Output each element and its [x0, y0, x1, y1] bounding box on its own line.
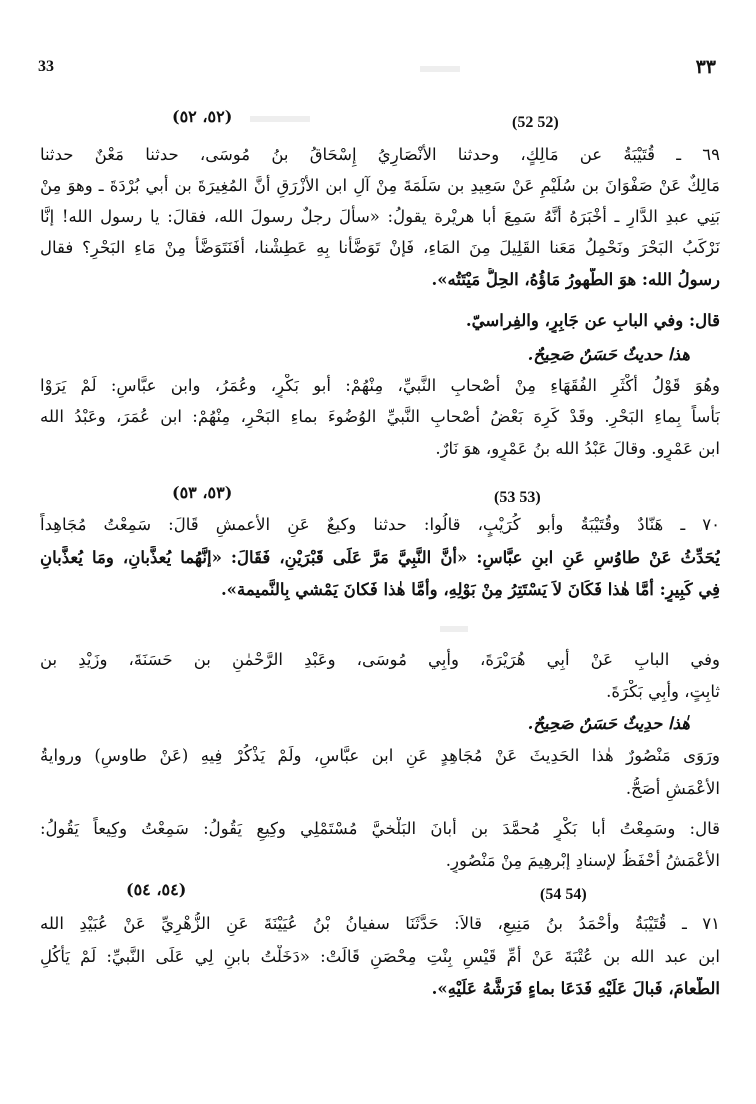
commentary-line: وهُوَ قَوْلُ أكْثَرِ الفُقَهَاءِ مِنْ أصْحابِ النَّبيِّ، مِنْهُمْ: أبو بَكْرٍ، وعُمَرُ، وابن عبَّاسٍ: لَمْ يَرَوْا	[40, 376, 720, 395]
qala-line: قال: وفي البابِ عن جَابِرٍ، والفِراسيّ.	[465, 311, 720, 330]
section-header-latin: (52 52)	[512, 114, 559, 131]
commentary-line: ابن عَمْرٍو. وقالَ عَبْدُ الله بنُ عَمْرٍو، هوَ نَارٌ.	[435, 439, 720, 458]
commentary-line: ورَوَى مَنْصُورٌ هٰذا الحَدِيثَ عَنْ مُجَاهِدٍ عَنِ ابن عبَّاسٍ، ولَمْ يَذْكُرْ فِيهِ (عَنْ طاوسٍ) وروايةُ	[40, 746, 720, 765]
section-header-latin: (53 53)	[494, 489, 541, 506]
commentary-line: الأعْمَشِ أصَحُّ.	[625, 779, 720, 798]
hadith-line: ٦٩ ـ قُتَيْبَةُ عن مَالِكٍ، وحدثنا الأنْصَارِيُ إِسْحَاقُ بنُ مُوسَى، حدثنا مَعْنٌ حدثنا	[40, 145, 720, 164]
bab-line: ثابِتٍ، وأبِي بَكْرَةَ.	[606, 682, 720, 701]
hadith-line: ٧٠ ـ هَنّادٌ وقُتَيْبَةُ وأبو كُرَيْبٍ، قالُوا: حدثنا وكيعٌ عَنِ الأعمشِ قَالَ: سَمِعْتُ مُجَاهِداً	[40, 515, 720, 534]
section-header-arabic: (٥٤، ٥٤)	[126, 880, 187, 899]
qala-line: قال: وسَمِعْتُ أبا بَكْرٍ مُحمَّدَ بن أبانَ البَلْخيَّ مُسْتَمْلِي وكِيعٍ يَقُولُ: سَمِعْتُ وكِيعاً يَقُولُ:	[40, 819, 720, 838]
grade-line: هذا حديثٌ حَسَنٌ صَحِيحٌ.	[527, 345, 690, 364]
page-number-arabic: ٣٣	[695, 56, 716, 78]
hadith-line: مَالِكٌ عَنْ صَفْوَانَ بن سُلَيْمٍ عَنْ سَعِيدِ بن سَلَمَةَ مِنْ آلِ ابن الأزْرَقِ أنَّ المُغِيرَةَ بن أبي بُرْدَةَ ـ وهوَ مِنْ	[40, 176, 720, 195]
hadith-line: الطَّعامَ، فَبالَ عَلَيْهِ فَدَعَا بماءٍ فَرَشَّهُ عَلَيْهِ».	[431, 979, 720, 998]
section-header-arabic: (٥٣، ٥٣)	[172, 483, 233, 502]
grade-line: هٰذا حدِيثٌ حَسَنٌ صَحِيحٌ.	[527, 714, 690, 733]
scan-smudge	[440, 626, 468, 632]
page-number-latin: 33	[38, 58, 54, 75]
hadith-line: فِي كَبِيرٍ: أمَّا هٰذا فَكَانَ لاَ يَسْتَتِرُ مِنْ بَوْلِهِ، وأمَّا هٰذا فَكانَ يَمْشي بِالنَّميمة».	[220, 580, 720, 599]
qala-line: الأعْمَشُ أحْفَظُ لإسنادِ إبْرهِيمَ مِنْ مَنْصُورٍ.	[445, 851, 720, 870]
commentary-line: بَأساً بِماءِ البَحْرِ. وقَدْ كَرِهَ بَعْضُ أصْحابِ النَّبيِّ الوُضُوءَ بماءِ البَحْرِ، مِنْهُمْ: ابن عُمَرَ، وعَبْدُ الله	[40, 407, 720, 426]
section-header-latin: (54 54)	[540, 886, 587, 903]
hadith-line: رسولُ الله: هوَ الطَّهورُ مَاؤُهُ، الحِلُّ مَيْتَتُه».	[431, 270, 720, 289]
hadith-line: بَنِي عبدِ الدَّارِ ـ أخْبَرَهُ أنَّهُ سَمِعَ أبا هريْرة يقولُ: «سأَلَ رجلٌ رسولَ الله، فقالَ: يا رسول الله! إنَّا	[40, 207, 720, 226]
section-header-arabic: (٥٢، ٥٢)	[172, 107, 233, 126]
bab-line: وفي البابِ عَنْ أبِي هُرَيْرَةَ، وأبِي مُوسَى، وعَبْدِ الرَّحْمٰنِ بن حَسَنَةَ، وزَيْدِ بن	[40, 650, 720, 669]
scan-smudge	[420, 66, 460, 72]
hadith-line: ابن عبد الله بن عُتْبَةَ عَنْ أُمِّ قَيْسٍ بِنْتِ مِحْصَنٍ قَالَتْ: «دَخَلْتُ بابنٍ لِي عَلَى النَّبيِّ: لَمْ يَأْكُلِ	[40, 947, 720, 966]
hadith-line: ٧١ ـ قُتَيْبَةُ وأحْمَدُ بنُ مَنِيعٍ، قالاَ: حَدَّثَنَا سفيانُ بْنُ عُيَيْنَةَ عَنِ الزُّهْرِيِّ عَنْ عُبَيْدِ الله	[40, 914, 720, 933]
scan-smudge	[250, 116, 310, 122]
hadith-line: نَرْكَبُ البَحْرَ ونَحْمِلُ مَعَنا القَلِيلَ مِنَ المَاءِ، فَإنْ تَوَضَّأْنا بِهِ عَطِشْنا، أفَنَتَوَضَّأُ مِنْ مَاءِ البَحْرِ؟ فقال	[40, 238, 720, 257]
hadith-line: يُحَدِّثُ عَنْ طاوُسٍ عَنِ ابنِ عبَّاسٍ: «أنَّ النَّبِيَّ مَرَّ عَلَى قَبْرَيْنِ، فَقَالَ: «إنَّهُما يُعذَّبانِ، ومَا يُعذَّبانِ	[40, 548, 720, 567]
